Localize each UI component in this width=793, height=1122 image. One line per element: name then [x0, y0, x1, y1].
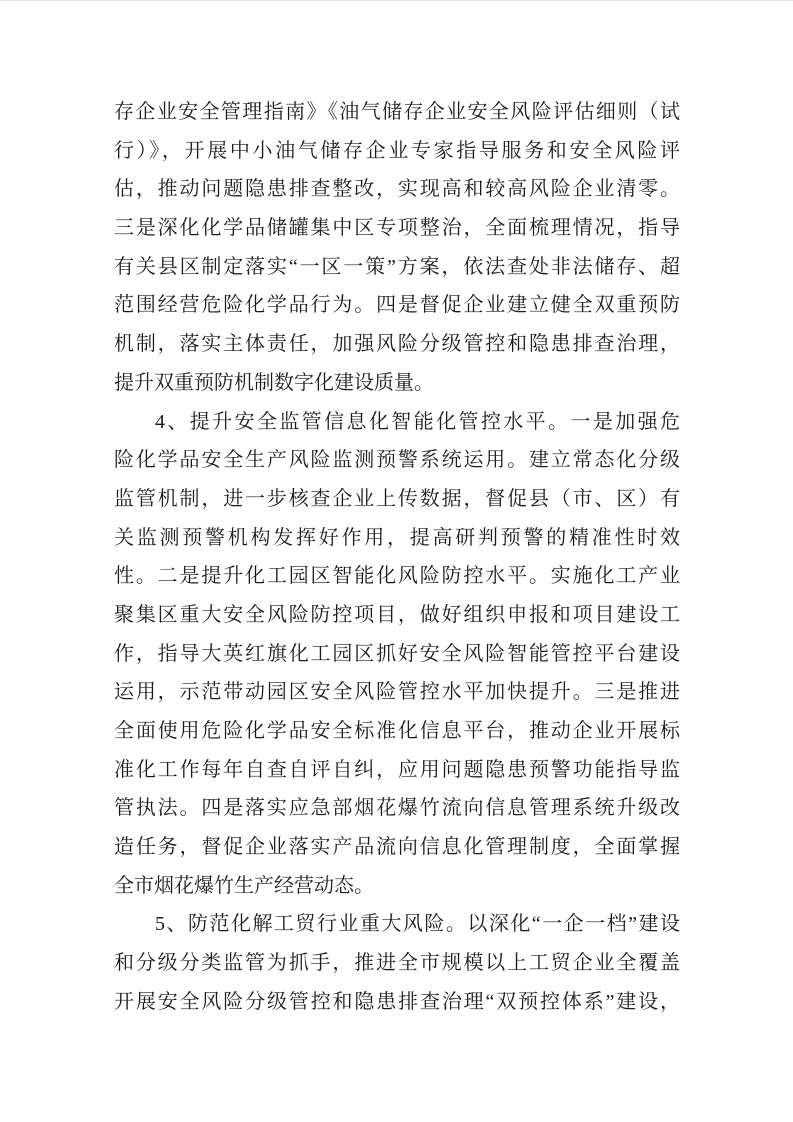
text-line: 性。二是提升化工园区智能化风险防控水平。实施化工产业: [114, 565, 680, 588]
page-top-edge: [0, 0, 793, 1]
text-line: 全市烟花爆竹生产经营动态。: [114, 874, 374, 897]
document-body: [114, 93, 680, 1022]
text-line: 管执法。四是落实应急部烟花爆竹流向信息管理系统升级改: [114, 797, 680, 820]
text-line: 险化学品安全生产风险监测预警系统运用。建立常态化分级: [114, 449, 680, 472]
text-line: 提升双重预防机制数字化建设质量。: [114, 371, 434, 394]
text-line: 和分级分类监管为抓手，推进全市规模以上工贸企业全覆盖: [114, 952, 680, 975]
text-line: 三是深化化学品储罐集中区专项整治，全面梳理情况，指导: [114, 217, 680, 240]
text-line: 造任务，督促企业落实产品流向信息化管理制度，全面掌握: [114, 836, 680, 859]
text-line: 监管机制，进一步核查企业上传数据，督促县（市、区）有: [114, 487, 680, 510]
text-line: 全面使用危险化学品安全标准化信息平台，推动企业开展标: [114, 720, 680, 742]
text-line: 估，推动问题隐患排查整改，实现高和较高风险企业清零。: [114, 178, 680, 201]
text-line: 机制，落实主体责任，加强风险分级管控和隐患排查治理，: [114, 333, 680, 356]
text-line: 存企业安全管理指南》《油气储存企业安全风险评估细则（试: [114, 101, 680, 123]
text-line: 聚集区重大安全风险防控项目，做好组织申报和项目建设工: [114, 603, 680, 626]
text-line: 行）》，开展中小油气储存企业专家指导服务和安全风险评: [114, 139, 680, 162]
text-line: 运用，示范带动园区安全风险管控水平加快提升。三是推进: [114, 681, 680, 704]
text-line: 准化工作每年自查自评自纠，应用问题隐患预警功能指导监: [114, 758, 680, 781]
text-line: 作，指导大英红旗化工园区抓好安全风险智能管控平台建设: [114, 642, 680, 665]
text-line: 开展安全风险分级管控和隐患排查治理“双预控体系”建设，: [114, 990, 680, 1013]
text-line: 范围经营危险化学品行为。四是督促企业建立健全双重预防: [114, 294, 680, 317]
text-line: 有关县区制定落实“一区一策”方案，依法查处非法储存、超: [114, 255, 680, 278]
text-line: 关监测预警机构发挥好作用，提高研判预警的精准性时效: [114, 526, 680, 549]
text-line: 4、提升安全监管信息化智能化管控水平。一是加强危: [155, 410, 680, 433]
text-line: 5、防范化解工贸行业重大风险。以深化“一企一档”建设: [155, 913, 680, 936]
